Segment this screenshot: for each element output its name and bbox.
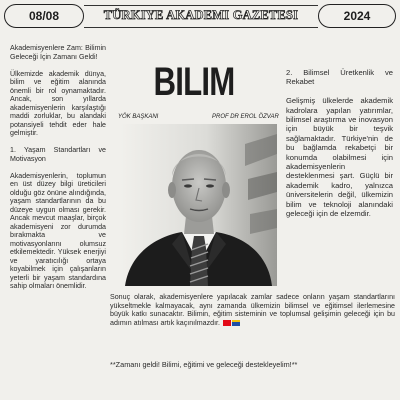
photo-caption-name: PROF DR EROL ÖZVAR bbox=[212, 114, 279, 120]
right-body: Gelişmiş ülkelerde akademik kadrolara yapılan yatırımlar, bilimsel araştırma ve inovasyon için büyük bir teşvik sağlamaktadır. Türkiye'nin de bu bağlamda rekabetçi bir konumda olabilmesi için akademisyenlerin desteklenmesi şart. Güçlü bir akademik kadro, yalnızca üniversitelerin değil, ülkemizin bilim ve teknoloji alanındaki geleceği için de elzemdir. bbox=[286, 96, 393, 219]
section-title: BILIM bbox=[153, 60, 235, 104]
turkish-flag-icon bbox=[223, 320, 231, 326]
left-column bbox=[10, 44, 106, 299]
conclusion-paragraph bbox=[110, 293, 395, 328]
education-flag-icon bbox=[232, 320, 240, 326]
left-body: Akademisyenlerin, toplumun en üst düzey bilgi üreticileri olduğu göz önüne alındığında, yaşam standartlarının da bu düzeye uygun olması gerekir. Ancak mevcut maaşlar, birçok akademisyeni zor durumda bırakmakta ve motivasyonlarını olumsuz etkilemektedir. Yüksek enerjiyi ve yaratıcılığı ortaya koyabilmek için çalışanların yeterli bir yaşam standardına sahip olmaları önemlidir. bbox=[10, 171, 106, 290]
masthead-title: TÜRKIYE AKADEMI GAZETESI bbox=[103, 8, 299, 22]
left-intro: Ülkemizde akademik dünya, bilim ve eğitim alanında önemli bir rol oynamaktadır. Ancak, son yıllarda akademisyenlerin karşılaştığı maddi zorluklar, bu alandaki potansiyeli tehdit eder hale gelmiştir. bbox=[10, 69, 106, 137]
masthead-rule-top bbox=[84, 5, 318, 6]
slogan: **Zamanı geldi! Bilimi, eğitimi ve geleceği destekleyelim!** bbox=[110, 360, 298, 369]
masthead-rule-bottom bbox=[84, 27, 318, 28]
right-column bbox=[286, 68, 393, 228]
portrait-photo bbox=[120, 124, 277, 286]
left-subheading: 1. Yaşam Standartları ve Motivasyon bbox=[10, 146, 106, 163]
year-badge: 2024 bbox=[318, 4, 396, 28]
date-badge: 08/08 bbox=[4, 4, 84, 28]
flag-emojis bbox=[223, 319, 241, 328]
conclusion-text: Sonuç olarak, akademisyenlere yapılacak zamlar sadece onların yaşam standartlarını yükseltmekle kalmayacak, aynı zamanda ülkemizin bilimsel ve eğitimsel ilerlemesine büyük katkı sunacaktır. Bilimin, eğitim sisteminin ve toplumsal gelişimin geleceği için bu adımın atılması artık kaçınılmazdır. bbox=[110, 293, 395, 327]
left-headline: Akademisyenlere Zam: Bilimin Geleceği İçin Zamanı Geldi! bbox=[10, 44, 106, 61]
right-subheading: 2. Bilimsel Üretkenlik ve Rekabet bbox=[286, 68, 393, 87]
photo-caption-role: YÖK BAŞKANI bbox=[118, 114, 159, 120]
